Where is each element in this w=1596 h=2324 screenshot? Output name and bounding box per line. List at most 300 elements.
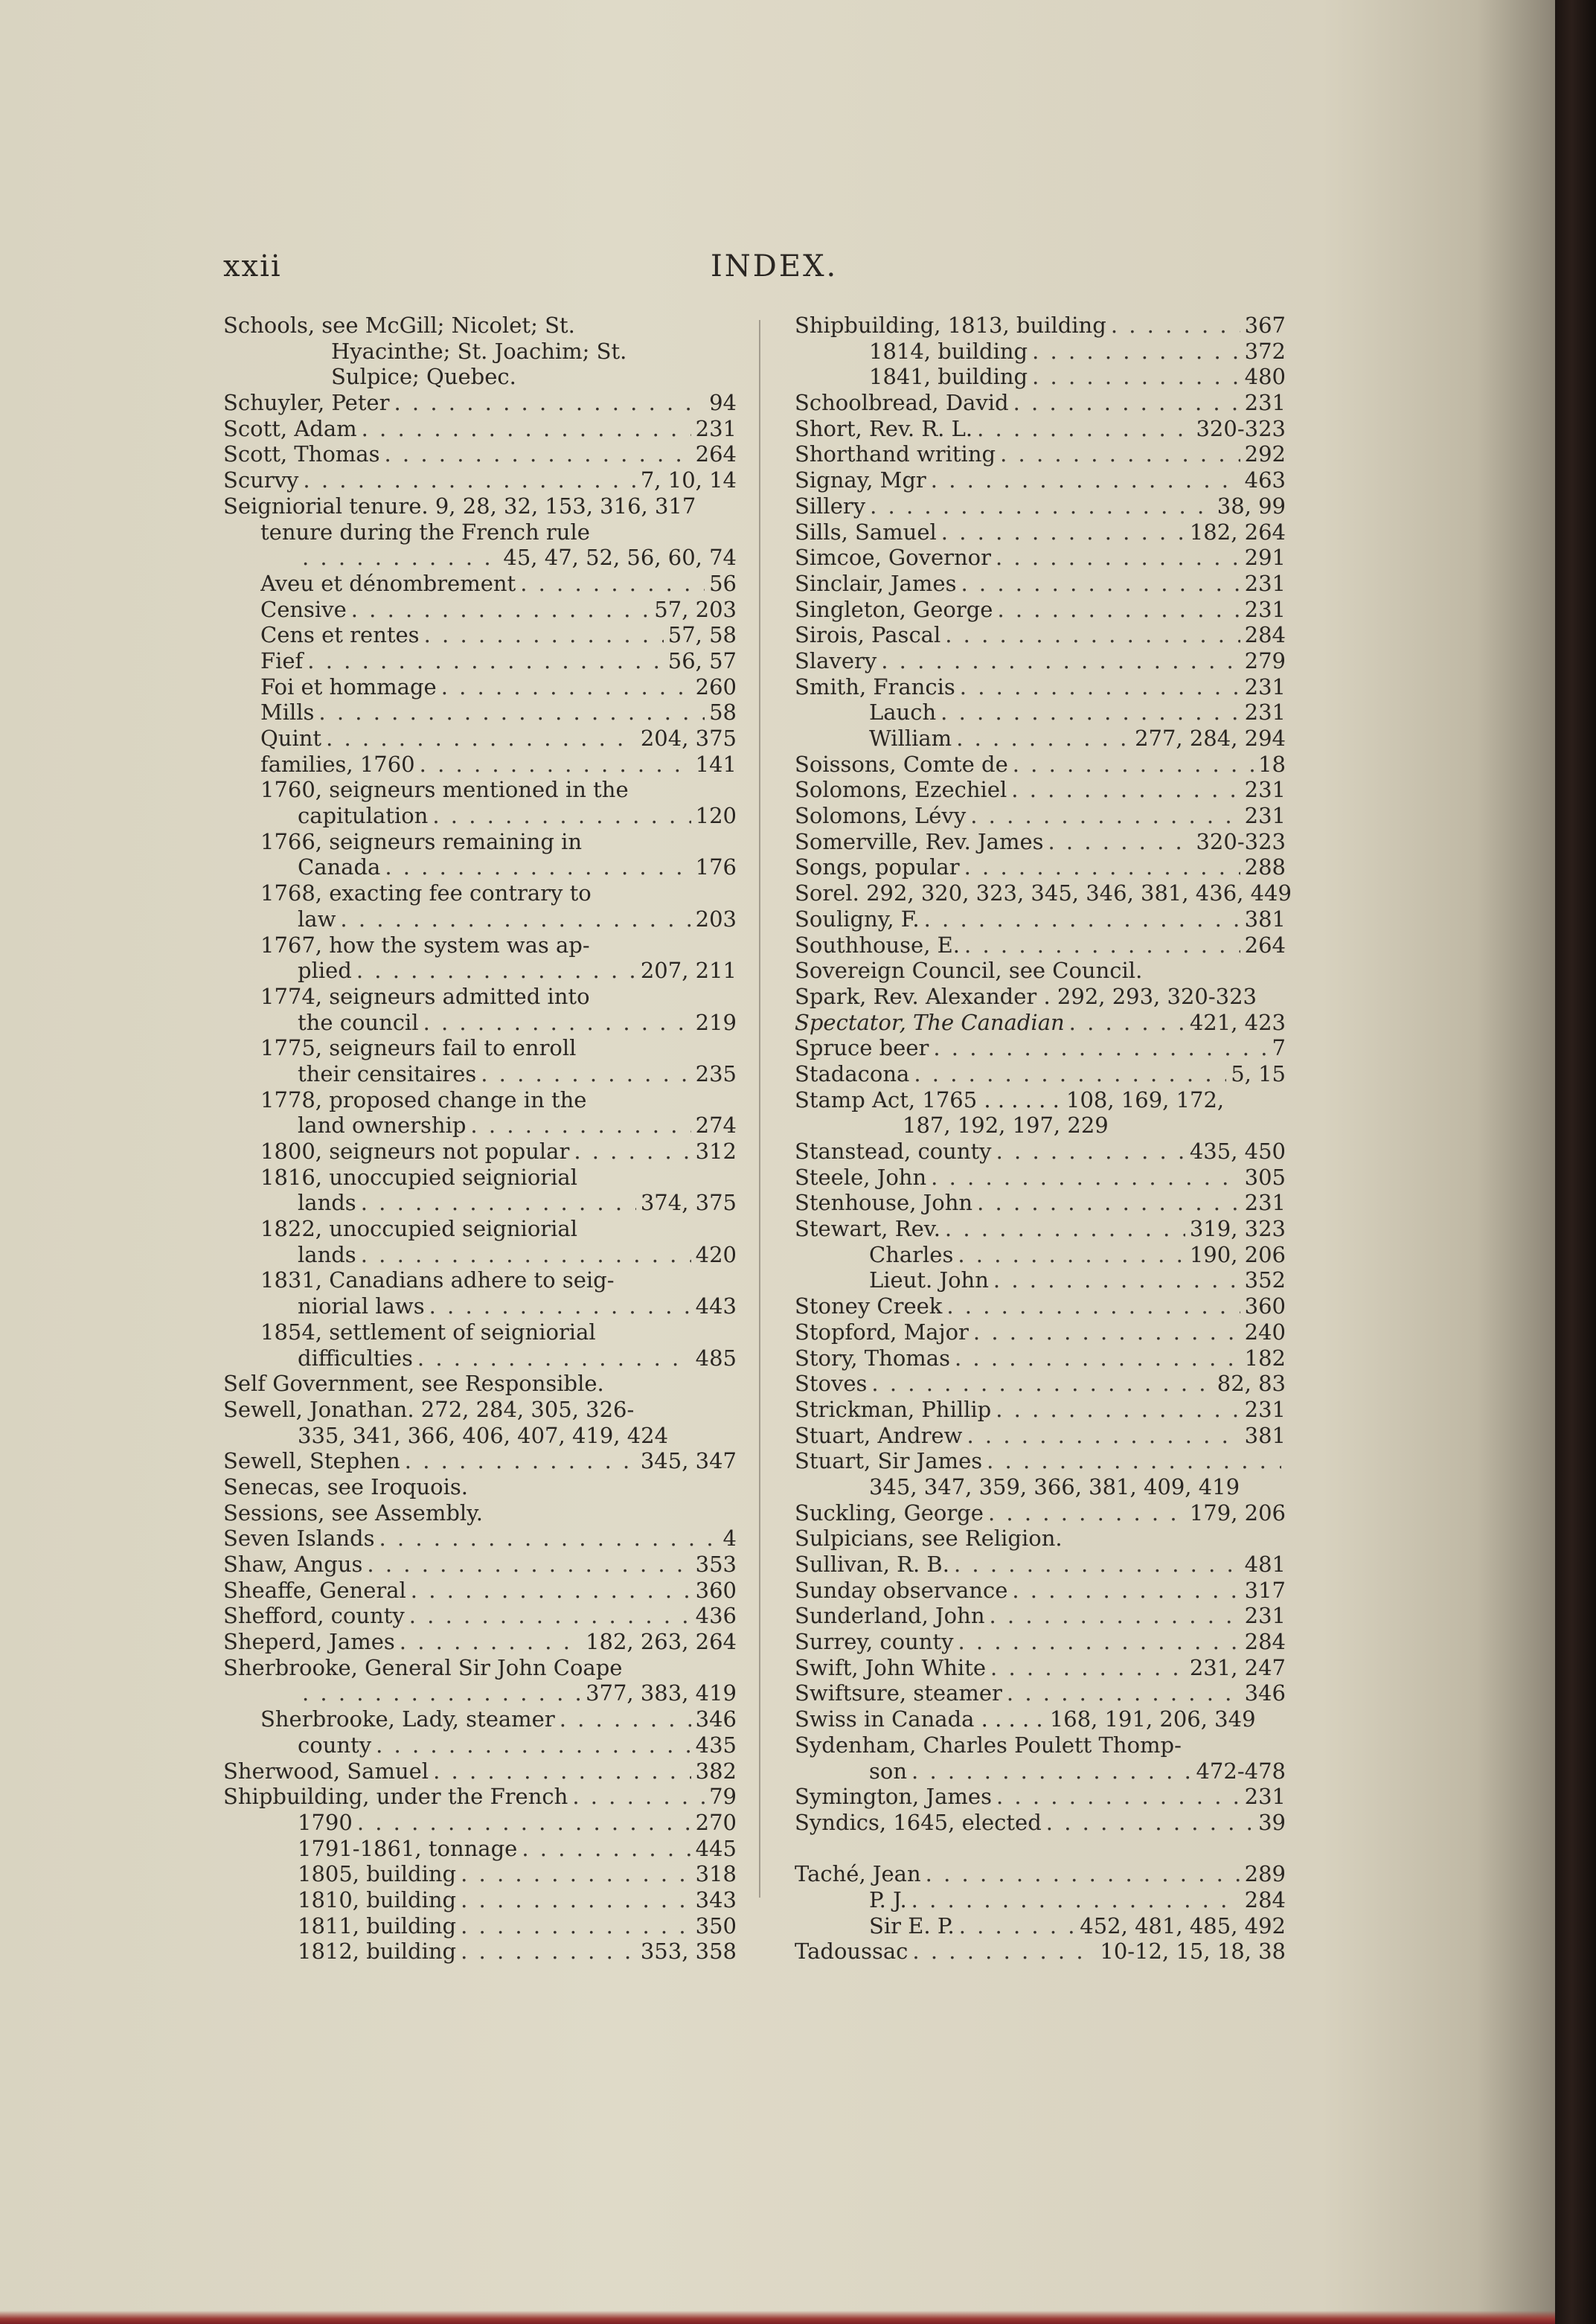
- index-entry: [223, 339, 737, 365]
- index-entry-label: Sunderland, John: [795, 1603, 985, 1629]
- index-entry-pages: 352: [1244, 1267, 1286, 1293]
- index-entry: [795, 1474, 1286, 1500]
- index-entry-pages: 288: [1244, 854, 1286, 880]
- index-entry-text: 1767, how the system was ap-: [260, 932, 590, 958]
- dot-leader: [914, 1061, 1226, 1087]
- index-entry-pages: 274: [695, 1113, 737, 1139]
- index-entry: [795, 1526, 1286, 1552]
- index-entry: [223, 1139, 737, 1165]
- dot-leader: [955, 1345, 1240, 1371]
- index-entry-label: Shipbuilding, under the French: [223, 1784, 568, 1810]
- index-entry-label: Scott, Adam: [223, 415, 357, 441]
- index-entry-pages: 179, 206: [1189, 1499, 1286, 1526]
- dot-leader: [340, 906, 690, 932]
- index-entry-label: Foi et hommage: [260, 673, 437, 700]
- index-entry-pages: 231: [1244, 777, 1286, 803]
- index-entry: [223, 1267, 737, 1293]
- index-entry-pages: 463: [1244, 467, 1286, 493]
- dot-leader: [990, 1655, 1185, 1681]
- dot-leader: [958, 1629, 1240, 1655]
- index-entry: [223, 984, 737, 1010]
- index-entry: [223, 1836, 737, 1862]
- index-entry-pages: 317: [1244, 1577, 1286, 1603]
- dot-leader: [997, 597, 1240, 623]
- index-entry-label: Shaw, Angus: [223, 1552, 363, 1577]
- index-entry-pages: 305: [1244, 1164, 1286, 1190]
- dot-leader: [1011, 777, 1240, 803]
- index-entry-pages: 231: [695, 415, 737, 441]
- index-entry: [795, 674, 1286, 700]
- index-entry-label: the council: [298, 1009, 419, 1035]
- index-entry-pages: 289: [1244, 1861, 1286, 1887]
- index-entry-label: Sherbrooke, Lady, steamer: [260, 1706, 555, 1732]
- index-entry: [795, 1913, 1286, 1939]
- index-entry-pages: 4: [722, 1526, 737, 1552]
- dot-leader: [870, 493, 1213, 519]
- index-entry-pages: 39: [1258, 1809, 1286, 1835]
- index-entry-label: Lieut. John: [869, 1267, 989, 1293]
- index-entry-label: Scott, Thomas: [223, 441, 380, 467]
- dot-leader: [461, 1887, 691, 1913]
- dot-leader: [461, 1939, 636, 1965]
- index-entry: [223, 1397, 737, 1423]
- index-entry: [223, 1216, 737, 1242]
- index-entry-label: lands: [298, 1241, 356, 1267]
- dot-leader: [996, 545, 1240, 571]
- index-entry-pages: 374, 375: [640, 1190, 737, 1216]
- index-entry-pages: 190, 206: [1189, 1241, 1286, 1267]
- index-entry: [223, 880, 737, 906]
- index-entry: [795, 1345, 1286, 1371]
- index-entry: [795, 829, 1286, 855]
- index-entry-pages: 219: [695, 1009, 737, 1035]
- index-entry: [795, 1293, 1286, 1319]
- dot-leader: [996, 1784, 1240, 1810]
- index-entry: [795, 880, 1292, 906]
- index-entry-label: Cens et rentes: [260, 622, 420, 648]
- index-entry-pages: 360: [695, 1577, 737, 1603]
- index-entry-pages: 443: [695, 1293, 737, 1319]
- index-entry: [795, 1448, 1286, 1474]
- index-entry-label: their censitaires: [298, 1060, 477, 1086]
- index-entry: [223, 1810, 737, 1836]
- index-entry-pages: 7: [1272, 1035, 1286, 1061]
- index-entry-pages: 58: [709, 700, 737, 726]
- index-entry: [795, 1061, 1286, 1087]
- index-column-right: [795, 313, 1292, 1965]
- index-entry-pages: 260: [695, 673, 737, 700]
- index-entry-pages: 277, 284, 294: [1135, 726, 1286, 751]
- index-entry-label: Sunday observance: [795, 1577, 1008, 1603]
- index-entry: [795, 364, 1286, 390]
- book-spine: [1555, 0, 1596, 2324]
- index-entry-text: Sovereign Council, see Council.: [795, 958, 1143, 984]
- index-column-left: [223, 313, 737, 1965]
- dot-leader: [959, 1913, 1076, 1939]
- dot-leader: [956, 726, 1130, 752]
- index-entry-pages: 56: [709, 570, 737, 596]
- dot-leader: [1032, 364, 1240, 390]
- index-entry-pages: 346: [695, 1706, 737, 1732]
- dot-leader: [996, 1139, 1185, 1165]
- index-entry-pages: 231: [1244, 1784, 1286, 1810]
- index-entry-pages: 367: [1244, 313, 1286, 338]
- dot-leader: [357, 1810, 691, 1836]
- index-entry: [223, 1061, 737, 1087]
- index-entry-pages: 231: [1244, 1396, 1286, 1422]
- index-entry-pages: 176: [695, 854, 737, 880]
- index-entry-label: Sirois, Pascal: [795, 622, 941, 648]
- index-entry: [795, 1010, 1286, 1036]
- index-entry-pages: 231: [1244, 570, 1286, 596]
- index-entry: [795, 1758, 1286, 1784]
- index-entry: [795, 803, 1286, 829]
- index-entry-label: Schuyler, Peter: [223, 390, 390, 416]
- index-entry-label: land ownership: [298, 1113, 467, 1139]
- page-header: [223, 249, 1302, 294]
- index-entry: [223, 1423, 737, 1449]
- index-entry-pages: 7, 10, 14: [640, 467, 737, 493]
- page-number: xxii: [223, 249, 282, 284]
- index-entry-label: Songs, popular: [795, 854, 960, 880]
- dot-leader: [977, 416, 1191, 442]
- index-entry: [795, 1319, 1286, 1345]
- dot-leader: [1013, 390, 1240, 416]
- index-entry: [795, 1242, 1286, 1268]
- index-entry-label: Fief: [260, 647, 304, 673]
- index-entry-text: Sherbrooke, General Sir John Coape: [223, 1654, 623, 1680]
- index-entry-text: 1778, proposed change in the: [260, 1086, 587, 1113]
- index-entry: [223, 674, 737, 700]
- index-entry-text: Swiss in Canada . . . . . 168, 191, 206, 349: [795, 1706, 1256, 1732]
- index-entry-label: Story, Thomas: [795, 1345, 950, 1371]
- index-entry: [223, 1629, 737, 1655]
- index-entry-pages: 270: [695, 1809, 737, 1835]
- index-entry: [223, 700, 737, 726]
- index-entry-pages: 345, 347: [640, 1448, 737, 1474]
- index-entry: [223, 752, 737, 778]
- dot-leader: [964, 932, 1240, 958]
- index-entry: [223, 313, 737, 339]
- index-entry-label: Scurvy: [223, 467, 299, 493]
- index-entry-text: 1760, seigneurs mentioned in the: [260, 777, 629, 803]
- index-entry-text: 1854, settlement of seigniorial: [260, 1319, 596, 1345]
- dot-leader: [958, 1242, 1185, 1268]
- index-gap: [795, 1836, 1286, 1862]
- index-entry-pages: 120: [695, 803, 737, 829]
- index-entry: [795, 1552, 1286, 1578]
- index-entry: [223, 1655, 737, 1681]
- index-entry-text: 1822, unoccupied seigniorial: [260, 1216, 577, 1242]
- index-entry-label: Stewart, Rev.: [795, 1216, 940, 1242]
- index-entry-pages: 480: [1244, 364, 1286, 390]
- index-entry: [223, 1526, 737, 1552]
- index-entry-label: Aveu et dénombrement: [260, 570, 516, 596]
- index-entry-label: Stoney Creek: [795, 1293, 943, 1319]
- index-entry: [795, 1732, 1286, 1758]
- index-entry-label: niorial laws: [298, 1293, 425, 1319]
- index-entry-label: county: [298, 1732, 372, 1758]
- index-entry: [795, 726, 1286, 752]
- index-entry-label: 1791-1861, tonnage: [298, 1835, 518, 1861]
- index-entry-label: Souligny, F.: [795, 906, 920, 932]
- index-entry-text: tenure during the French rule: [260, 519, 590, 545]
- index-entry-label: Sillery: [795, 493, 866, 519]
- index-entry-label: Solomons, Ezechiel: [795, 777, 1007, 803]
- index-entry-text: Spark, Rev. Alexander . 292, 293, 320-323: [795, 983, 1257, 1009]
- index-entry-label: Smith, Francis: [795, 673, 955, 700]
- dot-leader: [977, 1190, 1240, 1216]
- dot-leader: [940, 700, 1240, 726]
- dot-leader: [520, 571, 705, 597]
- index-entry-label: Swiftsure, steamer: [795, 1680, 1002, 1706]
- index-entry: [795, 597, 1286, 623]
- index-entry-pages: 57, 58: [667, 622, 737, 648]
- index-entry-text: Sydenham, Charles Poulett Thomp-: [795, 1732, 1182, 1758]
- dot-leader: [522, 1836, 690, 1862]
- dot-leader: [970, 803, 1240, 829]
- index-entry: [223, 416, 737, 442]
- index-entry-label: Quint: [260, 726, 322, 751]
- index-entry-label: Sinclair, James: [795, 570, 957, 596]
- index-entry: [223, 1035, 737, 1061]
- index-entry-pages: 231: [1244, 596, 1286, 622]
- index-entry-pages: 231: [1244, 803, 1286, 829]
- index-entry-pages: 320-323: [1196, 415, 1286, 441]
- index-entry-pages: 240: [1244, 1319, 1286, 1345]
- index-entry-pages: 472-478: [1196, 1758, 1286, 1784]
- index-entry-pages: 10-12, 15, 18, 38: [1100, 1939, 1286, 1965]
- index-entry: [795, 1706, 1286, 1732]
- index-entry: [795, 1629, 1286, 1655]
- index-entry-pages: 320-323: [1196, 828, 1286, 854]
- index-entry-pages: 382: [695, 1758, 737, 1784]
- dot-leader: [945, 622, 1240, 648]
- index-entry-pages: 231: [1244, 700, 1286, 726]
- index-entry: [795, 1861, 1286, 1887]
- index-entry-label: Shorthand writing: [795, 441, 996, 467]
- index-entry-label: Strickman, Phillip: [795, 1396, 992, 1422]
- index-entry: [223, 622, 737, 648]
- index-entry: [223, 906, 737, 932]
- index-entry: [795, 1087, 1286, 1113]
- index-entry-text: Self Government, see Responsible.: [223, 1371, 604, 1397]
- index-entry-label: son: [869, 1758, 908, 1784]
- index-entry-pages: 436: [695, 1603, 737, 1629]
- index-entry: [795, 1397, 1286, 1423]
- dot-leader: [1048, 829, 1192, 855]
- dot-leader: [967, 1423, 1240, 1449]
- dot-leader: [931, 467, 1240, 493]
- index-entry: [223, 1784, 737, 1810]
- index-entry: [223, 1939, 737, 1965]
- index-entry: [795, 1190, 1286, 1216]
- index-entry: [795, 1603, 1286, 1629]
- index-entry: [795, 1810, 1286, 1836]
- index-entry-label: difficulties: [298, 1345, 413, 1371]
- column-divider: [759, 320, 760, 1898]
- dot-leader: [996, 1397, 1240, 1423]
- index-entry-text: 1766, seigneurs remaining in: [260, 828, 583, 854]
- index-entry-pages: 445: [695, 1835, 737, 1861]
- index-entry-text: Sulpice; Quebec.: [331, 364, 516, 390]
- index-entry: [223, 1165, 737, 1191]
- index-entry: [223, 726, 737, 752]
- index-entry-pages: 79: [709, 1784, 737, 1810]
- index-entry: [795, 777, 1286, 803]
- index-entry: [223, 777, 737, 803]
- index-entry: [795, 1165, 1286, 1191]
- index-entry-text: 1816, unoccupied seigniorial: [260, 1164, 577, 1190]
- index-entry-pages: 377, 383, 419: [586, 1680, 737, 1706]
- dot-leader: [362, 416, 691, 442]
- index-entry-text: Schools, see McGill; Nicolet; St.: [223, 313, 575, 338]
- index-entry-label: 1805, building: [298, 1861, 457, 1887]
- index-entry: [223, 803, 737, 829]
- index-entry: [223, 1603, 737, 1629]
- index-entry-label: Mills: [260, 700, 315, 726]
- index-entry: [795, 1939, 1286, 1965]
- index-entry-label: Sheaffe, General: [223, 1577, 406, 1603]
- index-entry-label: 1790: [298, 1809, 353, 1835]
- index-entry: [795, 752, 1286, 778]
- index-entry-label: Shefford, county: [223, 1603, 405, 1629]
- index-entry-label: Solomons, Lévy: [795, 803, 967, 829]
- index-entry-label: 1812, building: [298, 1939, 457, 1965]
- index-entry-pages: 141: [695, 751, 737, 777]
- dot-leader: [926, 1861, 1240, 1887]
- index-entry: [223, 1448, 737, 1474]
- index-entry-pages: 291: [1244, 545, 1286, 571]
- index-entry: [223, 829, 737, 855]
- index-entry-label: Sullivan, R. B.: [795, 1552, 949, 1577]
- index-entry-pages: 279: [1244, 647, 1286, 673]
- index-entry: [795, 390, 1286, 416]
- index-entry: [223, 1758, 737, 1784]
- dot-leader: [351, 597, 650, 623]
- index-entry-pages: 231: [1244, 1603, 1286, 1629]
- index-entry-pages: 38, 99: [1217, 493, 1286, 519]
- index-entry: [795, 1655, 1286, 1681]
- index-entry-label: William: [869, 726, 952, 751]
- index-entry-pages: 5, 15: [1231, 1060, 1286, 1086]
- index-entry-text: 1775, seigneurs fail to enroll: [260, 1035, 577, 1061]
- index-entry-label: families, 1760: [260, 751, 415, 777]
- dot-leader: [379, 1526, 719, 1552]
- index-entry: [223, 932, 737, 958]
- index-entry: [223, 545, 737, 571]
- index-entry-pages: 207, 211: [640, 958, 737, 984]
- dot-leader: [933, 1035, 1267, 1061]
- index-entry-pages: 360: [1244, 1293, 1286, 1319]
- index-entry: [795, 984, 1286, 1010]
- dot-leader: [945, 1216, 1185, 1242]
- index-entry: [795, 1423, 1286, 1449]
- index-entry-pages: 264: [1244, 932, 1286, 958]
- index-entry-pages: 56, 57: [667, 647, 737, 673]
- index-entry: [223, 958, 737, 984]
- index-entry-text: Sorel. 292, 320, 323, 345, 346, 381, 436, 449: [795, 880, 1292, 906]
- index-entry: [223, 1552, 737, 1578]
- dot-leader: [973, 1319, 1240, 1345]
- dot-leader: [574, 1139, 690, 1165]
- dot-leader: [303, 467, 635, 493]
- index-entry: [795, 1784, 1286, 1810]
- index-entry: [795, 958, 1286, 984]
- dot-leader: [961, 571, 1240, 597]
- index-entry: [795, 906, 1286, 932]
- index-entry-text: Seigniorial tenure. 9, 28, 32, 153, 316, 317: [223, 493, 696, 519]
- index-entry: [795, 1578, 1286, 1604]
- index-entry-pages: 82, 83: [1217, 1371, 1286, 1397]
- index-entry-label: Southhouse, E.: [795, 932, 961, 958]
- index-entry-pages: 57, 203: [654, 596, 737, 622]
- dot-leader: [987, 1448, 1281, 1474]
- index-entry-label: Tadoussac: [795, 1939, 908, 1965]
- dot-leader: [302, 1680, 581, 1706]
- index-entry-label: Stadacona: [795, 1060, 910, 1086]
- dot-leader: [307, 648, 663, 674]
- index-entry: [223, 1010, 737, 1036]
- index-entry: [795, 1371, 1286, 1397]
- index-entry-pages: 353: [695, 1552, 737, 1577]
- index-entry-label: Sir E. P.: [869, 1912, 955, 1939]
- index-entry: [795, 1113, 1286, 1139]
- index-entry-label: Canada: [298, 854, 381, 880]
- dot-leader: [993, 1267, 1240, 1293]
- index-entry: [223, 1113, 737, 1139]
- index-entry-text: 1768, exacting fee contrary to: [260, 880, 592, 906]
- index-entry-label: Simcoe, Governor: [795, 545, 991, 571]
- index-entry: [223, 1474, 737, 1500]
- index-entry-label: Slavery: [795, 647, 877, 673]
- index-entry-label: Sherwood, Samuel: [223, 1758, 429, 1784]
- index-entry-label: Charles: [869, 1241, 954, 1267]
- index-entry-pages: 182, 264: [1189, 519, 1286, 545]
- index-entry: [795, 1680, 1286, 1706]
- index-entry-label: Soissons, Comte de: [795, 751, 1008, 777]
- index-entry: [795, 1267, 1286, 1293]
- dot-leader: [572, 1784, 705, 1810]
- dot-leader: [911, 1758, 1191, 1784]
- index-entry-text: Stamp Act, 1765 . . . . . . 108, 169, 172,: [795, 1086, 1225, 1113]
- index-entry-label: Symington, James: [795, 1784, 992, 1810]
- index-entry: [223, 467, 737, 493]
- index-entry: [223, 854, 737, 880]
- index-entry-label: Surrey, county: [795, 1629, 954, 1655]
- index-entry: [223, 441, 737, 467]
- index-entry: [795, 519, 1286, 545]
- dot-leader: [964, 854, 1240, 880]
- index-entry-pages: 182, 263, 264: [586, 1629, 737, 1655]
- index-entry-pages: 231, 247: [1189, 1654, 1286, 1680]
- index-entry-label: Stanstead, county: [795, 1139, 992, 1164]
- index-entry: [223, 1861, 737, 1887]
- index-entry-pages: 346: [1244, 1680, 1286, 1706]
- index-entry-pages: 182: [1244, 1345, 1286, 1371]
- index-entry-pages: 318: [695, 1861, 737, 1887]
- index-entry-text: 335, 341, 366, 406, 407, 419, 424: [298, 1422, 669, 1448]
- index-entry-pages: 312: [695, 1139, 737, 1164]
- index-entry: [795, 571, 1286, 597]
- dot-leader: [384, 441, 690, 467]
- index-entry: [795, 700, 1286, 726]
- index-entry-pages: 421, 423: [1189, 1009, 1286, 1035]
- index-entry-label: Schoolbread, David: [795, 390, 1009, 416]
- dot-leader: [302, 545, 499, 571]
- index-entry-text: 1831, Canadians adhere to seig-: [260, 1267, 615, 1293]
- index-entry-pages: 94: [709, 390, 737, 416]
